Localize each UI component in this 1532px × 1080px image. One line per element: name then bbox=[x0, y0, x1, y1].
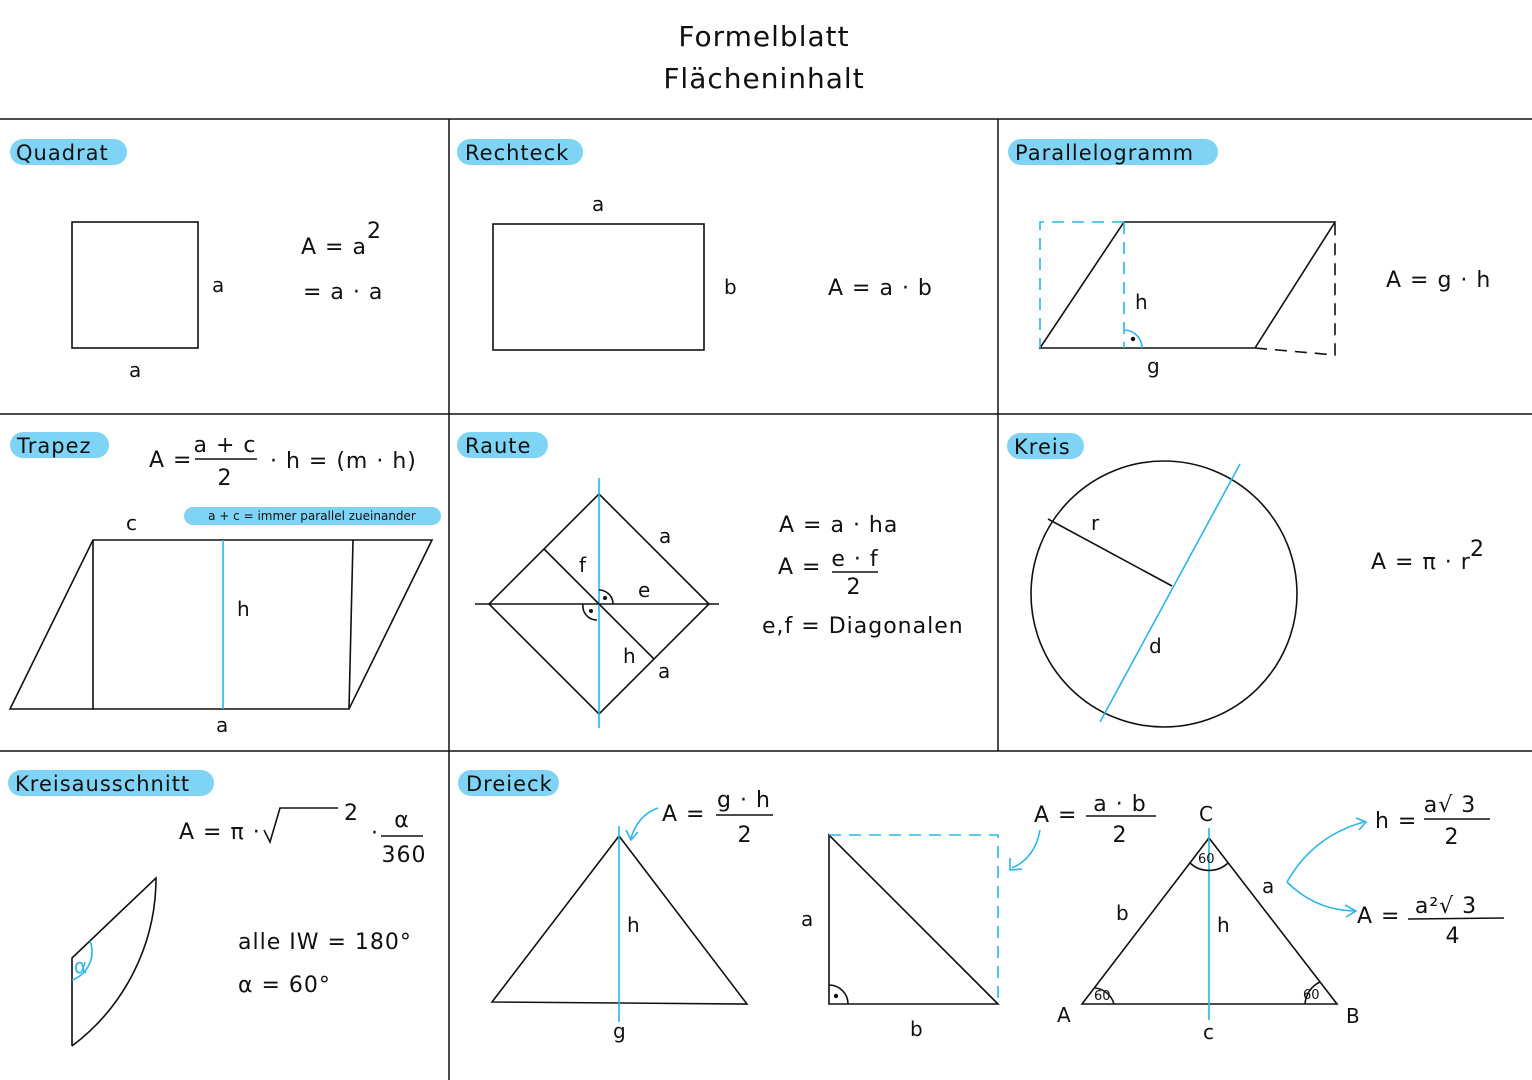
kreisausschnitt-formula-exp: 2 bbox=[344, 801, 359, 826]
quadrat-formula-2: = a · a bbox=[303, 280, 384, 305]
sector-angle-symbol: α bbox=[74, 954, 88, 978]
kreisausschnitt-formula-num: α bbox=[394, 808, 410, 833]
quadrat-formula-1: A = a bbox=[301, 235, 367, 260]
section-quadrat bbox=[10, 139, 383, 382]
section-kreisausschnitt bbox=[8, 770, 427, 1046]
page-subtitle: Flächeninhalt bbox=[663, 62, 865, 95]
raute-label-a1: a bbox=[659, 524, 672, 548]
dreieck-t1-formula-lhs: A = bbox=[662, 802, 706, 827]
dreieck-t3-angle-b: 60 bbox=[1303, 988, 1320, 1003]
section-rechteck bbox=[457, 139, 933, 350]
kreis-diameter bbox=[1100, 464, 1240, 722]
kreis-tag: Kreis bbox=[1014, 435, 1071, 459]
triangle-3-arrow-up bbox=[1287, 822, 1364, 882]
dreieck-t3-vertex-a: A bbox=[1057, 1003, 1071, 1027]
kreis-label-r: r bbox=[1091, 511, 1100, 535]
triangle-2-arrow bbox=[1012, 830, 1040, 868]
kreisausschnitt-dot: · bbox=[371, 821, 379, 846]
trapez-formula-lhs: A = bbox=[149, 448, 193, 473]
quadrat-formula-exponent: 2 bbox=[367, 219, 382, 244]
triangle-2-shape bbox=[829, 835, 998, 1004]
kreisausschnitt-formula-lhs: A = π · bbox=[179, 820, 261, 845]
dreieck-t3-h-den: 2 bbox=[1444, 825, 1460, 850]
raute-label-a2: a bbox=[658, 659, 671, 683]
dreieck-t3-side-b: b bbox=[1116, 901, 1129, 925]
section-trapez bbox=[10, 432, 441, 737]
dreieck-t3-vertex-c: C bbox=[1199, 802, 1213, 826]
kreis-formula-exponent: 2 bbox=[1470, 537, 1485, 562]
dreieck-t3-angle-a: 60 bbox=[1094, 989, 1111, 1004]
kreisausschnitt-root-sign bbox=[264, 808, 338, 842]
trapez-formula-rest: · h = (m · h) bbox=[270, 449, 417, 474]
parallelogramm-tag: Parallelogramm bbox=[1015, 141, 1195, 165]
trapez-right-height bbox=[349, 540, 353, 709]
section-kreis bbox=[1007, 433, 1485, 727]
trapez-formula-den: 2 bbox=[217, 466, 233, 491]
circle-shape bbox=[1031, 461, 1297, 727]
dreieck-t3-a-lhs: A = bbox=[1357, 904, 1401, 929]
dreieck-t3-side-c: c bbox=[1203, 1020, 1214, 1044]
dreieck-t2-formula-num: a · b bbox=[1093, 792, 1147, 817]
trapez-formula-num: a + c bbox=[193, 433, 257, 458]
quadrat-tag: Quadrat bbox=[16, 141, 109, 165]
dreieck-t3-h-num: a√ 3 bbox=[1423, 793, 1477, 818]
raute-formula-2-lhs: A = bbox=[778, 555, 822, 580]
raute-formula-2-den: 2 bbox=[846, 575, 862, 600]
raute-label-h: h bbox=[623, 644, 636, 668]
section-dreieck bbox=[458, 770, 1504, 1044]
quadrat-label-bottom: a bbox=[129, 358, 142, 382]
kreisausschnitt-line-1: alle IW = 180° bbox=[238, 930, 412, 955]
dreieck-t3-label-h: h bbox=[1217, 913, 1230, 937]
parallelogramm-label-g: g bbox=[1147, 354, 1160, 378]
kreisausschnitt-formula-den: 360 bbox=[381, 843, 427, 868]
raute-formula-1: A = a · ha bbox=[779, 513, 899, 538]
dreieck-t2-formula-den: 2 bbox=[1112, 823, 1128, 848]
trapezoid-shape bbox=[10, 540, 432, 709]
kreis-radius bbox=[1048, 519, 1172, 586]
dreieck-t2-label-b: b bbox=[910, 1017, 923, 1041]
section-parallelogramm bbox=[1008, 139, 1491, 378]
kreis-label-d: d bbox=[1149, 634, 1162, 658]
triangle-2-right-angle-dot bbox=[834, 994, 838, 998]
dreieck-t1-formula-num: g · h bbox=[717, 788, 771, 813]
dreieck-t2-label-a: a bbox=[801, 907, 814, 931]
section-raute bbox=[457, 432, 964, 728]
raute-angle-dot-upper bbox=[603, 596, 607, 600]
right-angle-dot bbox=[1131, 337, 1135, 341]
rechteck-tag: Rechteck bbox=[465, 141, 570, 165]
parallelogramm-label-h: h bbox=[1135, 290, 1148, 314]
triangle-2-right-angle bbox=[829, 985, 848, 1004]
raute-tag: Raute bbox=[465, 434, 532, 458]
dreieck-tag: Dreieck bbox=[466, 772, 553, 796]
raute-label-f: f bbox=[579, 553, 587, 577]
quadrat-label-right: a bbox=[212, 273, 225, 297]
rechteck-label-right: b bbox=[724, 275, 737, 299]
dreieck-t3-side-a: a bbox=[1262, 874, 1275, 898]
dreieck-t1-label-g: g bbox=[613, 1019, 626, 1043]
trapez-label-c: c bbox=[126, 511, 137, 535]
dreieck-t3-a-den: 4 bbox=[1445, 924, 1461, 949]
rectangle-shape bbox=[493, 224, 704, 350]
dreieck-t2-formula-lhs: A = bbox=[1034, 803, 1078, 828]
grid-lines bbox=[0, 119, 1532, 1080]
raute-label-e: e bbox=[638, 578, 651, 602]
triangle-1-arrow bbox=[631, 808, 658, 838]
dreieck-t3-angle-c: 60 bbox=[1198, 852, 1215, 867]
dreieck-t1-label-h: h bbox=[627, 913, 640, 937]
raute-formula-2-num: e · f bbox=[831, 547, 879, 572]
parallelogram-shape bbox=[1040, 222, 1335, 348]
kreisausschnitt-line-2: α = 60° bbox=[238, 973, 331, 998]
page-title: Formelblatt bbox=[678, 20, 850, 53]
trapez-note: a + c = immer parallel zueinander bbox=[208, 509, 416, 523]
raute-formula-3: e,f = Diagonalen bbox=[762, 614, 964, 639]
square-shape bbox=[72, 222, 198, 348]
kreisausschnitt-tag: Kreisausschnitt bbox=[15, 772, 191, 796]
raute-angle-dot-lower bbox=[589, 609, 593, 613]
trapez-tag: Trapez bbox=[17, 434, 92, 458]
dreieck-t3-a-num: a²√ 3 bbox=[1414, 894, 1478, 919]
parallelogramm-formula: A = g · h bbox=[1386, 268, 1492, 293]
trapez-label-h: h bbox=[237, 597, 250, 621]
rechteck-label-top: a bbox=[592, 192, 605, 216]
trapez-label-a: a bbox=[216, 713, 229, 737]
kreis-formula: A = π · r bbox=[1371, 550, 1471, 575]
dreieck-t3-a-fraction-bar bbox=[1408, 918, 1504, 919]
dreieck-t1-formula-den: 2 bbox=[737, 823, 753, 848]
dreieck-t3-vertex-b: B bbox=[1346, 1004, 1360, 1028]
rechteck-formula: A = a · b bbox=[828, 276, 933, 301]
dreieck-t3-h-lhs: h = bbox=[1375, 809, 1418, 834]
triangle-3-arrow-down bbox=[1287, 882, 1354, 911]
